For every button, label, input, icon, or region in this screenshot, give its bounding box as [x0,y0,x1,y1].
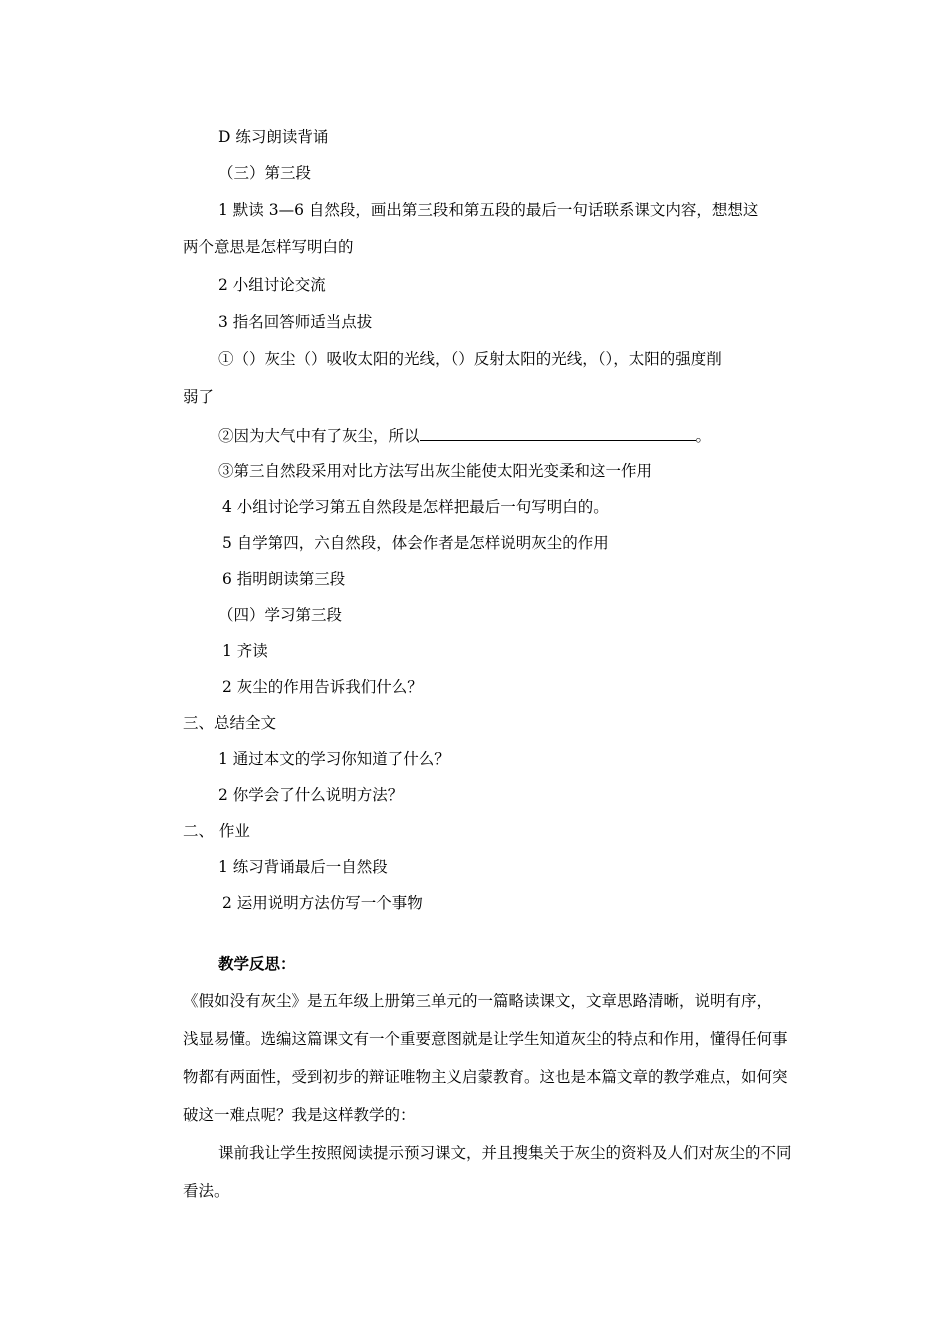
step-4-line: 4 小组讨论学习第五自然段是怎样把最后一句写明白的。 [222,498,609,516]
fill-blank-2-end: 。 [695,427,712,445]
step-1-line: 1 默读 3—6 自然段，画出第三段和第五段的最后一句话联系课文内容，想想这 [218,201,759,219]
homework-heading: 二、 作业 [183,822,250,840]
homework-step-2: 2 运用说明方法仿写一个事物 [222,894,423,912]
fill-blank-1-line: ①（）灰尘（）吸收太阳的光线，（）反射太阳的光线，（），太阳的强度削 [218,350,722,368]
summary-step-1: 1 通过本文的学习你知道了什么？ [218,750,450,768]
reflection-para2-line2: 看法。 [183,1182,230,1200]
fill-blank-2-text: ②因为大气中有了灰尘，所以 [218,427,420,445]
fill-blank-3-line: ③第三自然段采用对比方法写出灰尘能使太阳光变柔和这一作用 [218,462,653,480]
step-2-line: 2 小组讨论交流 [218,276,326,294]
section-four-step-1: 1 齐读 [222,642,268,660]
fill-blank-1-continuation: 弱了 [183,388,215,406]
step-6-line: 6 指明朗读第三段 [222,570,346,588]
reflection-para1-line1: 《假如没有灰尘》是五年级上册第三单元的一篇略读课文，文章思路清晰，说明有序， [183,992,773,1010]
reflection-heading: 教学反思： [218,954,296,973]
step-5-line: 5 自学第四，六自然段，体会作者是怎样说明灰尘的作用 [222,534,609,552]
reflection-para1-line2: 浅显易懂。选编这篇课文有一个重要意图就是让学生知道灰尘的特点和作用，懂得任何事 [183,1030,788,1048]
fill-blank-2-line [218,425,711,446]
section-three-heading: （三）第三段 [218,164,312,182]
answer-blank [420,425,696,441]
reflection-para1-line3: 物都有两面性，受到初步的辩证唯物主义启蒙教育。这也是本篇文章的教学难点，如何突 [183,1068,788,1086]
homework-step-1: 1 练习背诵最后一自然段 [218,858,388,876]
step-3-line: 3 指名回答师适当点拔 [218,313,373,331]
summary-heading: 三、总结全文 [183,714,277,732]
reflection-para2-line1: 课前我让学生按照阅读提示预习课文，并且搜集关于灰尘的资料及人们对灰尘的不同 [218,1144,792,1162]
step-1-continuation: 两个意思是怎样写明白的 [183,238,354,256]
section-four-step-2: 2 灰尘的作用告诉我们什么？ [222,678,423,696]
summary-step-2: 2 你学会了什么说明方法？ [218,786,404,804]
section-four-heading: （四）学习第三段 [218,606,343,624]
reflection-para1-line4: 破这一难点呢？我是这样教学的： [183,1106,416,1124]
step-d-line: D 练习朗读背诵 [218,128,329,146]
